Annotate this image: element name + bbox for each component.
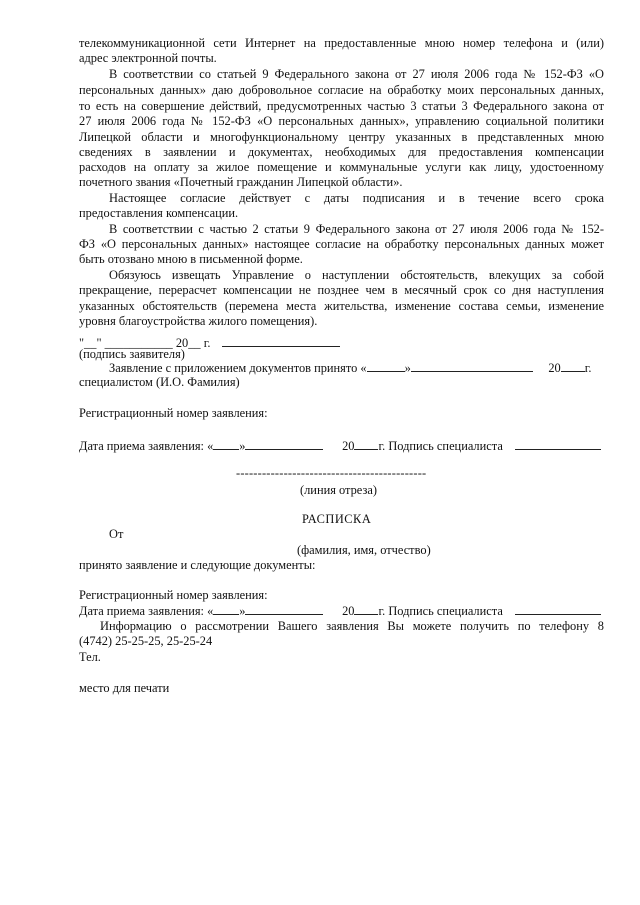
- text-line: телекоммуникационной сети Интернет на предоставленные мною номер телефона и (или): [79, 36, 604, 50]
- text-line: расходов на оплату за жилое помещение и коммунальные услуги как лицу, удостоенному: [79, 160, 604, 174]
- year-prefix: 20: [342, 439, 355, 453]
- year-blank: [561, 360, 585, 372]
- month-blank: [411, 360, 533, 372]
- day-blank: [367, 360, 405, 372]
- signature-blank: [222, 336, 340, 347]
- month-blank: [245, 603, 323, 615]
- text-line: указанных обстоятельств (перемена места жительства, изменение состава семьи, изменение: [79, 299, 604, 313]
- text-line: сведениях в заявлении и документах, необходимых для предоставления компенсации: [79, 145, 604, 159]
- specialist-signature-blank: [515, 438, 601, 450]
- date-received-label: Дата приема заявления: «: [79, 439, 214, 453]
- text-line: 27 июля 2006 года № 152-ФЗ «О персональных данных», управлению социальной политики: [79, 114, 604, 128]
- text-line: Липецкой области и многофункциональному центру указанных в представленных мною: [79, 130, 604, 144]
- acceptance-specialist: специалистом (И.О. Фамилия): [79, 375, 240, 389]
- text-line: прекращение, перерасчет компенсации не позднее чем в месячный срок со дня наступления: [79, 283, 604, 297]
- text-line: Настоящее согласие действует с даты подписания и в течение всего срока: [109, 191, 604, 205]
- stamp-place-label: место для печати: [79, 681, 170, 695]
- text-line: ФЗ «О персональных данных» настоящее согласие на обработку персональных данных может: [79, 237, 604, 251]
- receipt-registration-number: Регистрационный номер заявления:: [79, 588, 268, 602]
- receipt-from: От: [109, 527, 124, 541]
- receipt-info-line: Информацию о рассмотрении Вашего заявления Вы можете получить по телефону 8: [100, 619, 604, 633]
- quote-close: »: [239, 604, 246, 618]
- day-blank: [213, 603, 239, 615]
- year-blank: [354, 438, 378, 450]
- text-line: В соответствии с частью 2 статьи 9 Федерального закона от 27 июля 2006 года № 152-: [109, 222, 604, 236]
- text-line: Обязуюсь извещать Управление о наступлении обстоятельств, влекущих за собой: [109, 268, 604, 282]
- acceptance-text: Заявление с приложением документов принято «: [109, 361, 367, 375]
- text-line: уровня благоустройства жилого помещения).: [79, 314, 318, 328]
- year-prefix: 20: [342, 604, 355, 618]
- signature-date-line: "__" ___________ 20__ г.: [79, 336, 211, 350]
- text-line: В соответствии со статьей 9 Федерального закона от 27 июля 2006 года № 152-ФЗ «О: [109, 67, 604, 81]
- cut-line: --------------------------------------------: [236, 466, 427, 480]
- text-line: предоставления компенсации.: [79, 206, 239, 220]
- registration-number-label: Регистрационный номер заявления:: [79, 406, 268, 420]
- receipt-title: РАСПИСКА: [302, 512, 372, 526]
- receipt-date-label: Дата приема заявления: «: [79, 604, 214, 618]
- quote-close: »: [239, 439, 246, 453]
- specialist-signature-label: г. Подпись специалиста: [378, 439, 503, 453]
- receipt-accepted-text: принято заявление и следующие документы:: [79, 558, 316, 572]
- text-line: то есть на совершение действий, предусмотренных частью 3 статьи 3 Федерального закона от: [79, 99, 604, 113]
- quote-close: »: [404, 361, 411, 375]
- signature-caption: (подпись заявителя): [79, 347, 185, 361]
- year-blank: [354, 603, 378, 615]
- text-line: быть отозвано мною в письменной форме.: [79, 252, 303, 266]
- text-line: персональных данных» даю добровольное согласие на обработку моих персональных данных,: [79, 83, 604, 97]
- fio-caption: (фамилия, имя, отчество): [297, 543, 431, 557]
- specialist-signature-label: г. Подпись специалиста: [378, 604, 503, 618]
- text-line: почетного звания «Почетный гражданин Липецкой области».: [79, 175, 403, 189]
- year-suffix: г.: [584, 361, 592, 375]
- specialist-signature-blank: [515, 603, 601, 615]
- month-blank: [245, 438, 323, 450]
- text-line: адрес электронной почты.: [79, 51, 217, 65]
- cut-line-label: (линия отреза): [300, 483, 377, 497]
- day-blank: [213, 438, 239, 450]
- receipt-phone-numbers: (4742) 25-25-25, 25-25-24: [79, 634, 213, 648]
- year-prefix: 20: [548, 361, 561, 375]
- receipt-tel: Тел.: [79, 650, 101, 664]
